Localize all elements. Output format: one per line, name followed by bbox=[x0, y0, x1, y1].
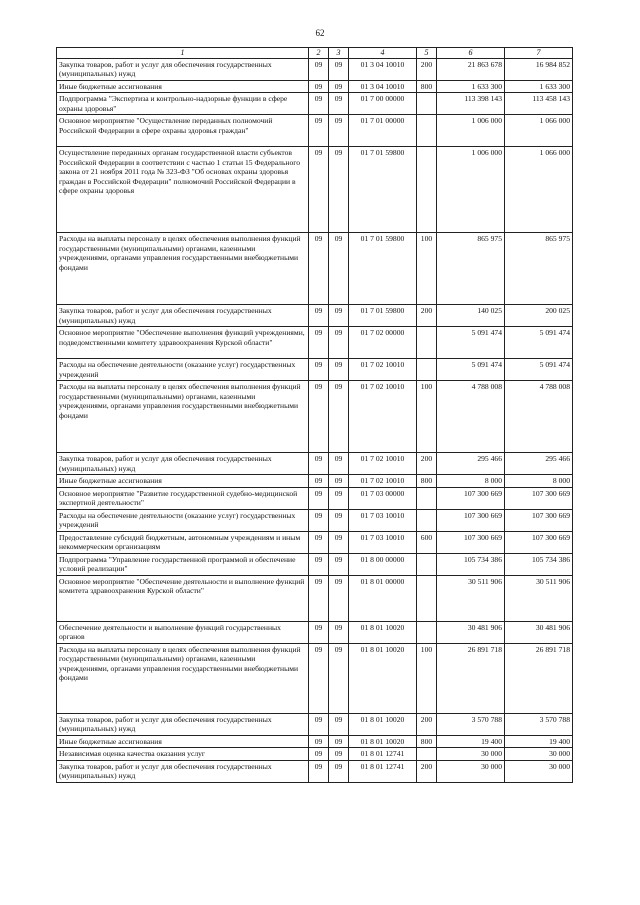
vr-cell: 600 bbox=[417, 531, 437, 553]
csr-cell: 01 7 02 10010 bbox=[349, 453, 417, 475]
pr-cell: 09 bbox=[329, 748, 349, 760]
vr-cell bbox=[417, 487, 437, 509]
row-name-cell: Закупка товаров, работ и услуг для обеспечения государственных (муниципальных) нужд bbox=[57, 760, 309, 782]
csr-cell: 01 7 00 00000 bbox=[349, 93, 417, 115]
table-row bbox=[57, 453, 573, 475]
vr-cell bbox=[417, 748, 437, 760]
rz-cell: 09 bbox=[309, 359, 329, 381]
table-row bbox=[57, 531, 573, 553]
sum-second-cell: 8 000 bbox=[505, 475, 573, 487]
rz-cell: 09 bbox=[309, 487, 329, 509]
column-header: 7 bbox=[505, 48, 573, 59]
row-name-cell: Закупка товаров, работ и услуг для обеспечения государственных (муниципальных) нужд bbox=[57, 305, 309, 327]
budget-table bbox=[56, 47, 573, 783]
header-row bbox=[57, 48, 573, 59]
sum-first-cell: 19 400 bbox=[437, 735, 505, 747]
vr-cell bbox=[417, 327, 437, 359]
pr-cell: 09 bbox=[329, 531, 349, 553]
column-header: 5 bbox=[417, 48, 437, 59]
csr-cell: 01 7 02 10010 bbox=[349, 475, 417, 487]
vr-cell: 100 bbox=[417, 233, 437, 305]
rz-cell: 09 bbox=[309, 475, 329, 487]
sum-first-cell: 1 633 300 bbox=[437, 80, 505, 92]
csr-cell: 01 7 02 10010 bbox=[349, 381, 417, 453]
table-row bbox=[57, 643, 573, 713]
table-row bbox=[57, 305, 573, 327]
pr-cell: 09 bbox=[329, 487, 349, 509]
column-header: 6 bbox=[437, 48, 505, 59]
rz-cell: 09 bbox=[309, 713, 329, 735]
table-row bbox=[57, 59, 573, 81]
vr-cell: 800 bbox=[417, 475, 437, 487]
csr-cell: 01 7 01 59800 bbox=[349, 305, 417, 327]
pr-cell: 09 bbox=[329, 381, 349, 453]
pr-cell: 09 bbox=[329, 760, 349, 782]
vr-cell bbox=[417, 147, 437, 233]
page-number: 62 bbox=[315, 28, 325, 38]
column-header: 2 bbox=[309, 48, 329, 59]
pr-cell: 09 bbox=[329, 553, 349, 575]
sum-first-cell: 5 091 474 bbox=[437, 327, 505, 359]
sum-second-cell: 5 091 474 bbox=[505, 359, 573, 381]
sum-second-cell: 107 300 669 bbox=[505, 509, 573, 531]
csr-cell: 01 8 01 10020 bbox=[349, 621, 417, 643]
sum-first-cell: 113 398 143 bbox=[437, 93, 505, 115]
table-row bbox=[57, 760, 573, 782]
row-name-cell: Расходы на выплаты персоналу в целях обеспечения выполнения функций государственными (муниципальными) органами, казенными учреждениями, органами управления государственными внебюджетными фондами bbox=[57, 381, 309, 453]
vr-cell: 100 bbox=[417, 643, 437, 713]
pr-cell: 09 bbox=[329, 93, 349, 115]
vr-cell: 800 bbox=[417, 735, 437, 747]
pr-cell: 09 bbox=[329, 115, 349, 147]
sum-second-cell: 865 975 bbox=[505, 233, 573, 305]
pr-cell: 09 bbox=[329, 59, 349, 81]
row-name-cell: Расходы на обеспечение деятельности (оказание услуг) государственных учреждений bbox=[57, 359, 309, 381]
table-row bbox=[57, 748, 573, 760]
row-name-cell: Расходы на выплаты персоналу в целях обеспечения выполнения функций государственными (муниципальными) органами, казенными учреждениями, органами управления государственными внебюджетными фондами bbox=[57, 233, 309, 305]
sum-second-cell: 200 025 bbox=[505, 305, 573, 327]
rz-cell: 09 bbox=[309, 59, 329, 81]
vr-cell: 200 bbox=[417, 305, 437, 327]
table-row bbox=[57, 735, 573, 747]
vr-cell bbox=[417, 115, 437, 147]
row-name-cell: Основное мероприятие "Развитие государственной судебно-медицинской экспертной деятельности" bbox=[57, 487, 309, 509]
vr-cell: 200 bbox=[417, 760, 437, 782]
column-header: 1 bbox=[57, 48, 309, 59]
vr-cell: 200 bbox=[417, 59, 437, 81]
rz-cell: 09 bbox=[309, 553, 329, 575]
rz-cell: 09 bbox=[309, 453, 329, 475]
csr-cell: 01 7 02 10010 bbox=[349, 359, 417, 381]
pr-cell: 09 bbox=[329, 327, 349, 359]
rz-cell: 09 bbox=[309, 147, 329, 233]
vr-cell bbox=[417, 553, 437, 575]
sum-first-cell: 107 300 669 bbox=[437, 531, 505, 553]
sum-second-cell: 16 984 852 bbox=[505, 59, 573, 81]
rz-cell: 09 bbox=[309, 621, 329, 643]
csr-cell: 01 3 04 10010 bbox=[349, 80, 417, 92]
table-row bbox=[57, 80, 573, 92]
sum-second-cell: 4 788 008 bbox=[505, 381, 573, 453]
table-row bbox=[57, 553, 573, 575]
vr-cell: 200 bbox=[417, 713, 437, 735]
table-row bbox=[57, 115, 573, 147]
csr-cell: 01 7 01 59800 bbox=[349, 233, 417, 305]
rz-cell: 09 bbox=[309, 327, 329, 359]
sum-second-cell: 105 734 386 bbox=[505, 553, 573, 575]
row-name-cell: Основное мероприятие "Осуществление переданных полномочий Российской Федерации в сфере охраны здоровья граждан" bbox=[57, 115, 309, 147]
sum-first-cell: 30 511 906 bbox=[437, 575, 505, 621]
row-name-cell: Иные бюджетные ассигнования bbox=[57, 80, 309, 92]
csr-cell: 01 8 01 12741 bbox=[349, 760, 417, 782]
pr-cell: 09 bbox=[329, 713, 349, 735]
table-row bbox=[57, 147, 573, 233]
csr-cell: 01 7 01 59800 bbox=[349, 147, 417, 233]
sum-first-cell: 8 000 bbox=[437, 475, 505, 487]
rz-cell: 09 bbox=[309, 735, 329, 747]
pr-cell: 09 bbox=[329, 509, 349, 531]
pr-cell: 09 bbox=[329, 453, 349, 475]
rz-cell: 09 bbox=[309, 305, 329, 327]
vr-cell: 800 bbox=[417, 80, 437, 92]
csr-cell: 01 8 01 10020 bbox=[349, 735, 417, 747]
rz-cell: 09 bbox=[309, 509, 329, 531]
column-header: 3 bbox=[329, 48, 349, 59]
sum-second-cell: 19 400 bbox=[505, 735, 573, 747]
pr-cell: 09 bbox=[329, 305, 349, 327]
row-name-cell: Расходы на выплаты персоналу в целях обеспечения выполнения функций государственными (муниципальными) органами, казенными учреждениями, органами управления государственными внебюджетными фондами bbox=[57, 643, 309, 713]
row-name-cell: Подпрограмма "Управление государственной программой и обеспечение условий реализации" bbox=[57, 553, 309, 575]
row-name-cell: Иные бюджетные ассигнования bbox=[57, 475, 309, 487]
sum-first-cell: 107 300 669 bbox=[437, 509, 505, 531]
pr-cell: 09 bbox=[329, 575, 349, 621]
sum-first-cell: 3 570 788 bbox=[437, 713, 505, 735]
row-name-cell: Осуществление переданных органам государственной власти субъектов Российской Федерации в соответствии с частью 1 статьи 15 Федерального закона от 21 ноября 2011 года № 323-ФЗ "Об основах охраны здоровья граждан в Российской Федерации" полномочий Российской Федерации в сфере охраны здоровья bbox=[57, 147, 309, 233]
csr-cell: 01 7 03 00000 bbox=[349, 487, 417, 509]
rz-cell: 09 bbox=[309, 748, 329, 760]
table-row bbox=[57, 359, 573, 381]
pr-cell: 09 bbox=[329, 643, 349, 713]
rz-cell: 09 bbox=[309, 575, 329, 621]
sum-first-cell: 21 863 678 bbox=[437, 59, 505, 81]
table-row bbox=[57, 621, 573, 643]
sum-second-cell: 30 511 906 bbox=[505, 575, 573, 621]
table-row bbox=[57, 233, 573, 305]
pr-cell: 09 bbox=[329, 621, 349, 643]
sum-first-cell: 107 300 669 bbox=[437, 487, 505, 509]
csr-cell: 01 8 01 10020 bbox=[349, 713, 417, 735]
sum-first-cell: 5 091 474 bbox=[437, 359, 505, 381]
vr-cell: 100 bbox=[417, 381, 437, 453]
sum-second-cell: 30 481 906 bbox=[505, 621, 573, 643]
sum-first-cell: 140 025 bbox=[437, 305, 505, 327]
sum-second-cell: 3 570 788 bbox=[505, 713, 573, 735]
csr-cell: 01 8 01 10020 bbox=[349, 643, 417, 713]
vr-cell: 200 bbox=[417, 453, 437, 475]
row-name-cell: Независимая оценка качества оказания услуг bbox=[57, 748, 309, 760]
pr-cell: 09 bbox=[329, 735, 349, 747]
row-name-cell: Подпрограмма "Экспертиза и контрольно-надзорные функции в сфере охраны здоровья" bbox=[57, 93, 309, 115]
vr-cell bbox=[417, 575, 437, 621]
sum-first-cell: 4 788 008 bbox=[437, 381, 505, 453]
row-name-cell: Основное мероприятие "Обеспечение выполнения функций учреждениями, подведомственными комитету здравоохранения Курской области" bbox=[57, 327, 309, 359]
sum-first-cell: 30 000 bbox=[437, 748, 505, 760]
table-row bbox=[57, 575, 573, 621]
rz-cell: 09 bbox=[309, 760, 329, 782]
sum-second-cell: 1 066 000 bbox=[505, 147, 573, 233]
table-body bbox=[57, 59, 573, 783]
table-row bbox=[57, 93, 573, 115]
sum-second-cell: 26 891 718 bbox=[505, 643, 573, 713]
sum-second-cell: 113 458 143 bbox=[505, 93, 573, 115]
table-row bbox=[57, 487, 573, 509]
vr-cell bbox=[417, 359, 437, 381]
sum-second-cell: 1 633 300 bbox=[505, 80, 573, 92]
pr-cell: 09 bbox=[329, 80, 349, 92]
table-row bbox=[57, 327, 573, 359]
rz-cell: 09 bbox=[309, 381, 329, 453]
row-name-cell: Иные бюджетные ассигнования bbox=[57, 735, 309, 747]
pr-cell: 09 bbox=[329, 233, 349, 305]
csr-cell: 01 7 03 10010 bbox=[349, 531, 417, 553]
csr-cell: 01 7 01 00000 bbox=[349, 115, 417, 147]
vr-cell bbox=[417, 93, 437, 115]
sum-first-cell: 30 000 bbox=[437, 760, 505, 782]
sum-first-cell: 1 006 000 bbox=[437, 147, 505, 233]
sum-first-cell: 105 734 386 bbox=[437, 553, 505, 575]
sum-second-cell: 5 091 474 bbox=[505, 327, 573, 359]
sum-second-cell: 107 300 669 bbox=[505, 531, 573, 553]
sum-second-cell: 1 066 000 bbox=[505, 115, 573, 147]
row-name-cell: Закупка товаров, работ и услуг для обеспечения государственных (муниципальных) нужд bbox=[57, 59, 309, 81]
sum-second-cell: 107 300 669 bbox=[505, 487, 573, 509]
csr-cell: 01 3 04 10010 bbox=[349, 59, 417, 81]
csr-cell: 01 8 01 00000 bbox=[349, 575, 417, 621]
sum-first-cell: 26 891 718 bbox=[437, 643, 505, 713]
sum-second-cell: 295 466 bbox=[505, 453, 573, 475]
table-row bbox=[57, 713, 573, 735]
column-header: 4 bbox=[349, 48, 417, 59]
row-name-cell: Предоставление субсидий бюджетным, автономным учреждениям и иным некоммерческим организациям bbox=[57, 531, 309, 553]
csr-cell: 01 7 02 00000 bbox=[349, 327, 417, 359]
rz-cell: 09 bbox=[309, 233, 329, 305]
row-name-cell: Закупка товаров, работ и услуг для обеспечения государственных (муниципальных) нужд bbox=[57, 713, 309, 735]
pr-cell: 09 bbox=[329, 359, 349, 381]
row-name-cell: Расходы на обеспечение деятельности (оказание услуг) государственных учреждений bbox=[57, 509, 309, 531]
csr-cell: 01 8 00 00000 bbox=[349, 553, 417, 575]
row-name-cell: Обеспечение деятельности и выполнение функций государственных органов bbox=[57, 621, 309, 643]
sum-first-cell: 865 975 bbox=[437, 233, 505, 305]
row-name-cell: Основное мероприятие "Обеспечение деятельности и выполнение функций комитета здравоохранения Курской области" bbox=[57, 575, 309, 621]
table-row bbox=[57, 509, 573, 531]
rz-cell: 09 bbox=[309, 115, 329, 147]
sum-first-cell: 30 481 906 bbox=[437, 621, 505, 643]
csr-cell: 01 7 03 10010 bbox=[349, 509, 417, 531]
rz-cell: 09 bbox=[309, 531, 329, 553]
pr-cell: 09 bbox=[329, 147, 349, 233]
vr-cell bbox=[417, 621, 437, 643]
table-row bbox=[57, 381, 573, 453]
sum-first-cell: 295 466 bbox=[437, 453, 505, 475]
row-name-cell: Закупка товаров, работ и услуг для обеспечения государственных (муниципальных) нужд bbox=[57, 453, 309, 475]
table-row bbox=[57, 475, 573, 487]
csr-cell: 01 8 01 12741 bbox=[349, 748, 417, 760]
sum-second-cell: 30 000 bbox=[505, 760, 573, 782]
vr-cell bbox=[417, 509, 437, 531]
sum-second-cell: 30 000 bbox=[505, 748, 573, 760]
rz-cell: 09 bbox=[309, 93, 329, 115]
rz-cell: 09 bbox=[309, 80, 329, 92]
rz-cell: 09 bbox=[309, 643, 329, 713]
pr-cell: 09 bbox=[329, 475, 349, 487]
sum-first-cell: 1 006 000 bbox=[437, 115, 505, 147]
